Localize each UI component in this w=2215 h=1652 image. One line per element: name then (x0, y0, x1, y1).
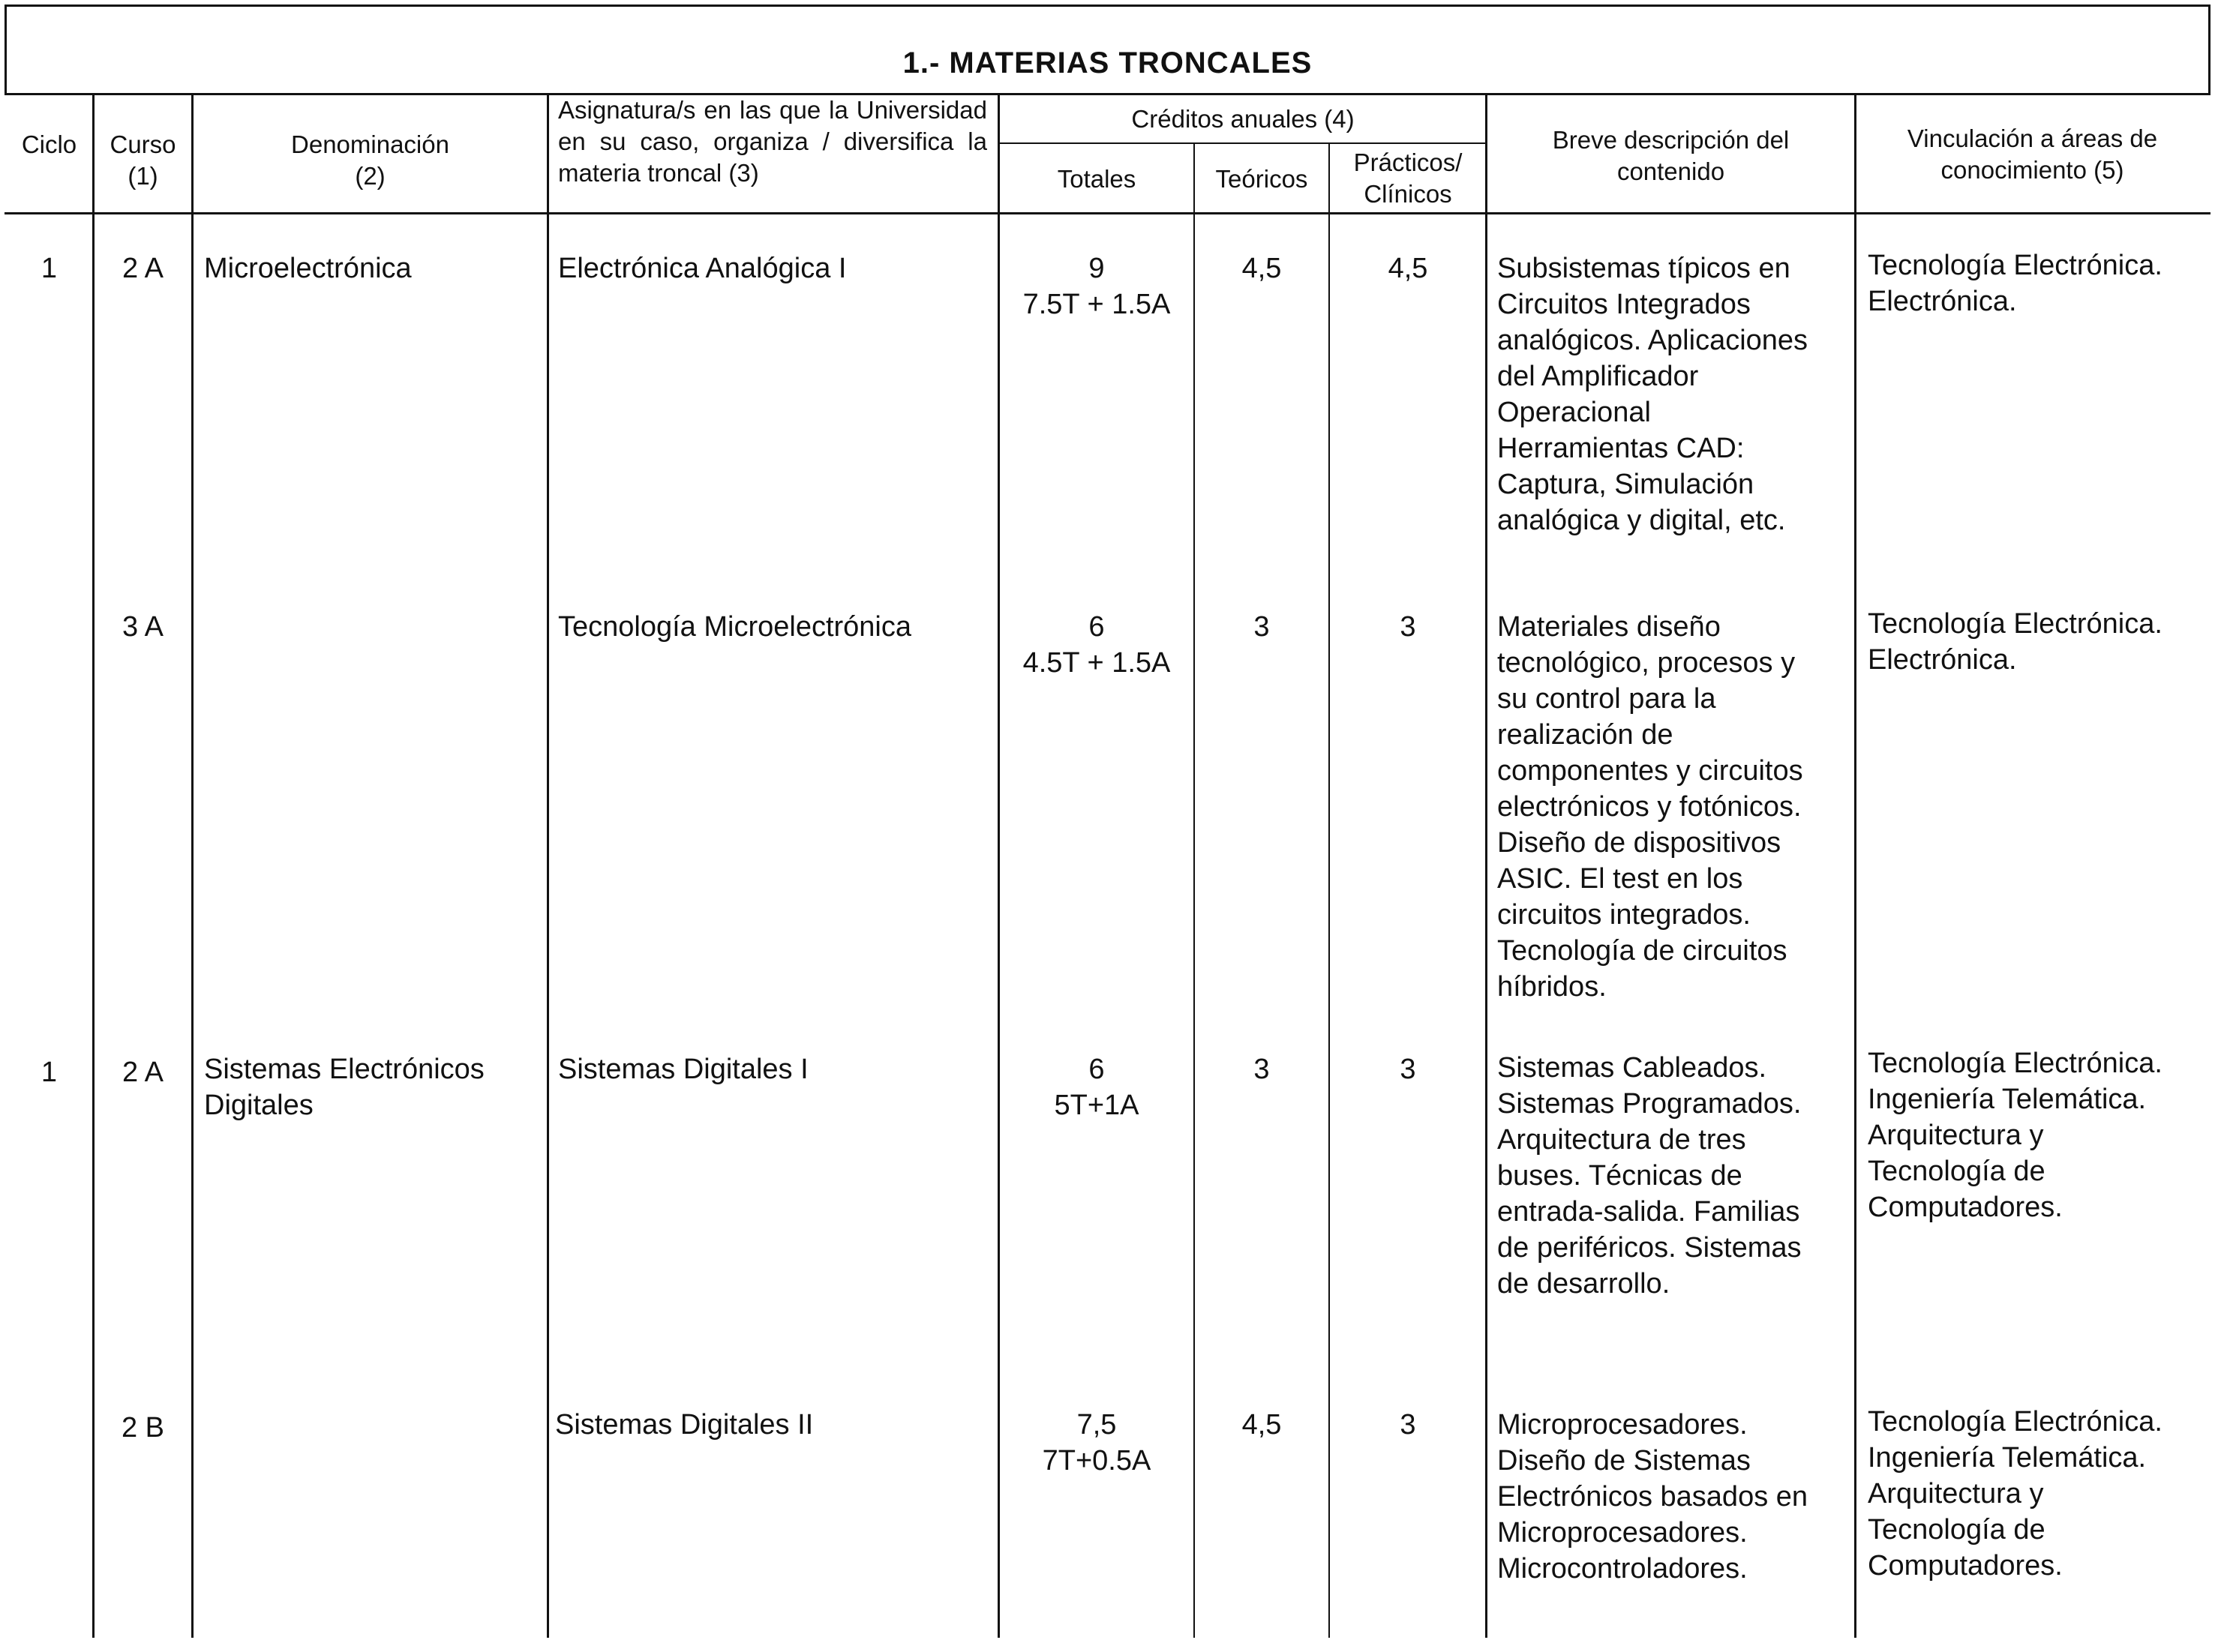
row1-ciclo: 1 (41, 253, 58, 284)
row4-totales: 7,5 7T+0.5A (1042, 1409, 1151, 1477)
row3-descripcion: Sistemas Cableados. Sistemas Programados. Arquitectura de tres buses. Técnicas de entrada-salida. Familias de periféricos. Sistemas de desarrollo. (1497, 1052, 1802, 1300)
header-totales: Totales (1057, 165, 1136, 193)
col-sep-ciclo-curso (92, 93, 95, 1638)
row4-asignatura: Sistemas Digitales II (555, 1409, 814, 1441)
header-creditos: Créditos anuales (4) (1131, 105, 1355, 133)
table-border-top (5, 4, 2210, 7)
row1-totales: 9 7.5T + 1.5A (1022, 253, 1171, 320)
row2-totales: 6 4.5T + 1.5A (1022, 611, 1171, 679)
header-practicos: Prácticos/ Clínicos (1353, 148, 1463, 208)
header-vinculacion: Vinculación a áreas de conocimiento (5) (1907, 124, 2158, 184)
row1-asignatura: Electrónica Analógica I (558, 253, 847, 284)
row3-denominacion: Sistemas Electrónicos Digitales (204, 1054, 485, 1121)
creditos-subheader-divider (999, 142, 1487, 144)
row4-vinculacion: Tecnología Electrónica. Ingeniería Telemática. Arquitectura y Tecnología de Computadores. (1868, 1406, 2162, 1582)
row3-teoricos: 3 (1253, 1054, 1270, 1085)
col-sep-descripcion-vinculacion (1854, 93, 1856, 1638)
header-teoricos: Teóricos (1215, 165, 1308, 193)
header-denominacion: Denominación (2) (291, 130, 449, 190)
row2-teoricos: 3 (1253, 611, 1270, 643)
row4-curso: 2 B (121, 1412, 165, 1444)
row3-asignatura: Sistemas Digitales I (558, 1054, 809, 1085)
title-divider (5, 93, 2210, 95)
row3-vinculacion: Tecnología Electrónica. Ingeniería Telemática. Arquitectura y Tecnología de Computadores. (1868, 1048, 2162, 1223)
col-sep-asignatura-totales (998, 93, 1000, 1638)
row2-asignatura: Tecnología Microelectrónica (558, 611, 912, 643)
header-descripcion: Breve descripción del contenido (1552, 126, 1790, 185)
header-ciclo: Ciclo (21, 130, 77, 158)
row2-descripcion: Materiales diseño tecnológico, procesos y su control para la realización de componentes y circuitos electrónicos y fotónicos. Diseño de dispositivos ASIC. El test en los circuitos integrados. Tecnología de circuitos híbridos. (1497, 611, 1803, 1003)
row3-ciclo: 1 (41, 1057, 58, 1088)
header-asignatura: Asignatura/s en las que la Universidad en su caso, organiza / diversifica la materia troncal (3) (558, 96, 987, 187)
col-sep-denominacion-asignatura (547, 93, 549, 1638)
row3-practicos: 3 (1400, 1054, 1416, 1085)
row3-totales: 6 5T+1A (1054, 1054, 1139, 1121)
header-divider (5, 212, 2210, 214)
row1-curso: 2 A (122, 253, 164, 284)
row1-descripcion: Subsistemas típicos en Circuitos Integrados analógicos. Aplicaciones del Amplificador Operacional Herramientas CAD: Captura, Simulación analógica y digital, etc. (1497, 253, 1808, 536)
header-curso: Curso (1) (110, 130, 176, 190)
row1-practicos: 4,5 (1388, 253, 1428, 284)
row2-curso: 3 A (122, 611, 164, 643)
row1-denominacion: Microelectrónica (204, 253, 412, 284)
row2-practicos: 3 (1400, 611, 1416, 643)
col-sep-curso-denominacion (191, 93, 194, 1638)
row4-teoricos: 4,5 (1241, 1409, 1282, 1441)
row1-teoricos: 4,5 (1241, 253, 1282, 284)
col-sep-creditos-descripcion (1485, 93, 1487, 1638)
row2-vinculacion: Tecnología Electrónica. Electrónica. (1868, 608, 2162, 676)
row4-descripcion: Microprocesadores. Diseño de Sistemas Electrónicos basados en Microprocesadores. Microcontroladores. (1497, 1409, 1808, 1585)
row3-curso: 2 A (122, 1057, 164, 1088)
row1-vinculacion: Tecnología Electrónica. Electrónica. (1868, 250, 2162, 317)
table-title: 1.- MATERIAS TRONCALES (902, 46, 1313, 79)
row4-practicos: 3 (1400, 1409, 1416, 1441)
